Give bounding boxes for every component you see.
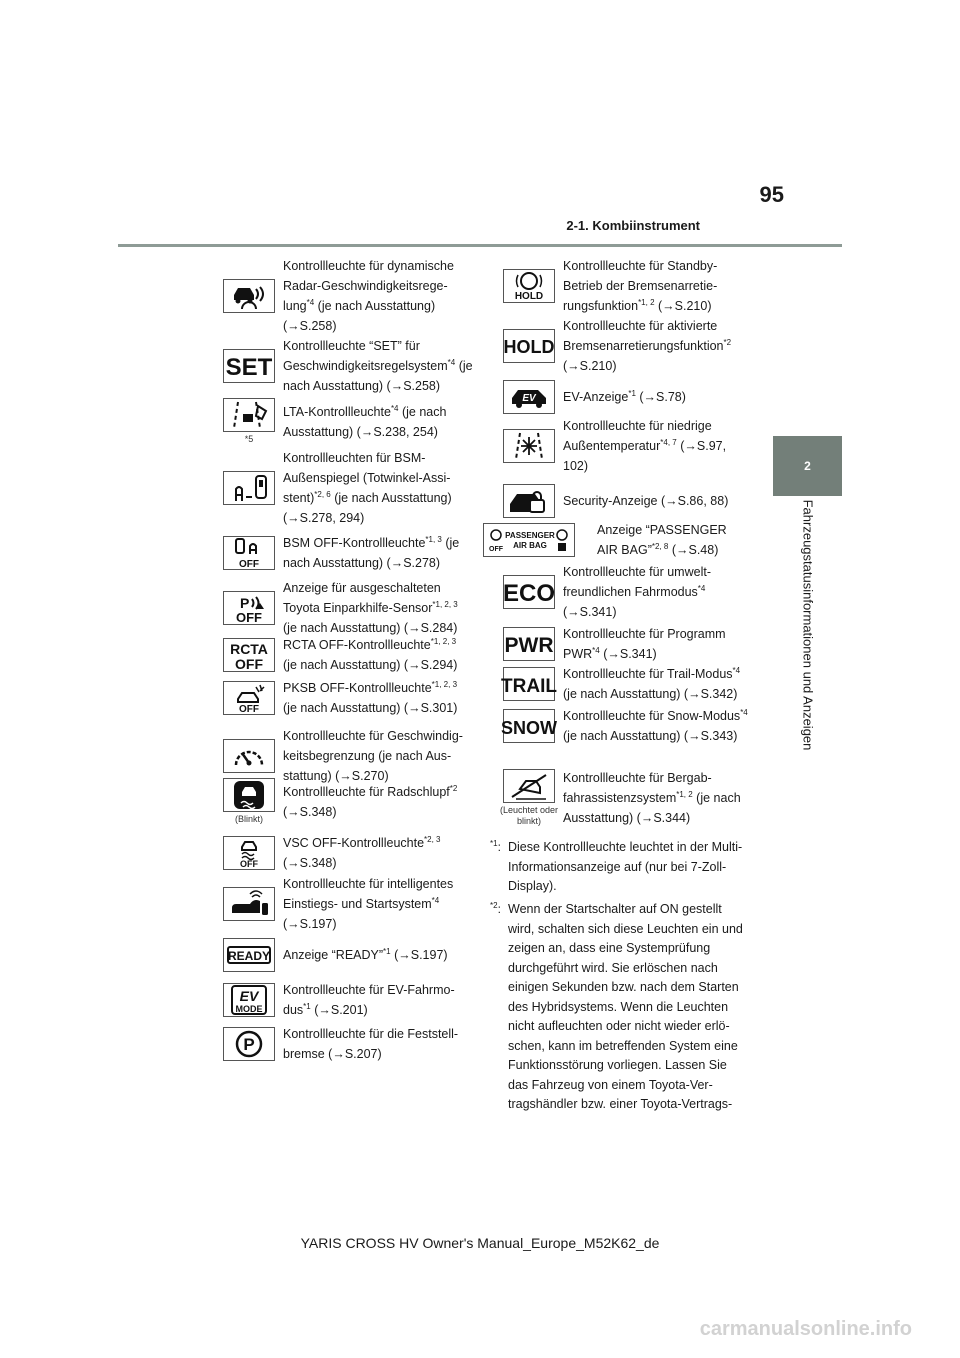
svg-text:OFF: OFF <box>240 859 258 869</box>
low-temp-icon <box>503 429 555 463</box>
radar-cruise-icon <box>223 279 275 313</box>
watermark[interactable]: carmanualsonline.info <box>699 1318 912 1340</box>
page-number: 95 <box>759 182 784 207</box>
set-text-icon <box>223 349 275 383</box>
indicator-entry <box>499 768 753 828</box>
passenger-airbag-icon <box>483 523 575 557</box>
svg-text:READY: READY <box>227 949 271 963</box>
header-rule <box>118 244 842 247</box>
svg-text:OFF: OFF <box>239 559 259 570</box>
indicator-description: RCTA OFF-Kontrollleuchte$^{*1, 2, 3}$ (je nach Ausstattung) (→S.294) <box>283 637 458 672</box>
indicator-description: LTA-Kontrollleuchte$^{*4}$ (je nach Ausstattung) (→S.238, 254) <box>283 403 447 439</box>
svg-text:EV: EV <box>522 393 536 404</box>
indicator-description: Anzeige für ausgeschalteten Toyota Einparkhilfe-Sensor$^{*1, 2, 3}$ (je nach Ausstattung) (→S.284) <box>283 581 458 635</box>
indicator-description: Kontrollleuchte für Snow-Modus$^{*4}$ (je nach Ausstattung) (→S.343) <box>563 708 748 743</box>
security-icon <box>503 484 555 518</box>
indicator-description: PKSB OFF-Kontrollleuchte$^{*1, 2, 3}$ (je nach Ausstattung) (→S.301) <box>283 680 458 715</box>
parking-brake-icon <box>223 1027 275 1061</box>
indicator-description: Kontrollleuchte für Programm PWR$^{*4}$ (→S.341) <box>563 627 726 661</box>
ready-icon <box>223 938 275 972</box>
indicator-entry <box>499 256 753 316</box>
hold-standby-icon <box>503 269 555 303</box>
svg-text:HOLD: HOLD <box>514 291 544 302</box>
downhill-assist-icon <box>503 769 555 803</box>
indicator-entry <box>219 833 473 873</box>
vsc-off-icon <box>223 836 275 870</box>
indicator-entry <box>499 706 753 746</box>
indicator-entry <box>219 448 473 528</box>
indicator-description: Anzeige “PASSENGER AIR BAG”$^{*2, 8}$ (→S.48) <box>597 523 727 557</box>
indicator-description: Kontrollleuchte für umwelt-freundlichen Fahrmodus$^{*4}$ (→S.341) <box>563 565 711 619</box>
slip-indicator-icon <box>223 778 275 812</box>
manual-title-footer: YARIS CROSS HV Owner's Manual_Europe_M52K62_de <box>300 1235 660 1251</box>
svg-text:PASSENGER: PASSENGER <box>505 531 555 540</box>
pksb-off-icon <box>223 681 275 715</box>
indicator-description: VSC OFF-Kontrollleuchte$^{*2, 3}$ (→S.348) <box>283 835 441 870</box>
indicator-entry <box>219 256 473 336</box>
svg-text:OFF: OFF <box>235 656 263 672</box>
indicator-description: Kontrollleuchten für BSM-Außenspiegel (Totwinkel-Assi-stent)$^{*2, 6}$ (je nach Ausstattung) (→S.278, 294) <box>283 451 452 525</box>
indicator-entry <box>219 678 473 718</box>
footnote-mark: $^{*1}$: <box>490 839 501 854</box>
indicator-description: Kontrollleuchte für aktivierte Bremsenarretierungsfunktion$^{*2}$ (→S.210) <box>563 319 732 373</box>
indicator-description: BSM OFF-Kontrollleuchte$^{*1, 3}$ (je nach Ausstattung) (→S.278) <box>283 535 460 570</box>
indicator-entry <box>219 398 473 445</box>
icon-note: *5 <box>244 434 254 444</box>
indicator-entry <box>499 316 753 376</box>
eco-icon <box>503 575 555 609</box>
indicator-description: Kontrollleuchte für Trail-Modus$^{*4}$ (je nach Ausstattung) (→S.342) <box>563 666 741 701</box>
svg-text:EV: EV <box>239 988 259 1004</box>
pwr-icon <box>503 627 555 661</box>
smart-entry-icon <box>223 887 275 921</box>
ev-mode-icon <box>223 983 275 1017</box>
section-title: 2-1. Kombiinstrument <box>566 218 700 233</box>
indicator-description: Kontrollleuchte “SET” für Geschwindigkeitsregelsystem$^{*4}$ (je nach Ausstattung) (→S.258) <box>283 339 473 393</box>
indicator-entry <box>499 484 753 518</box>
icon-note: (Leuchtet oder blinkt) <box>499 805 559 826</box>
svg-text:AIR BAG: AIR BAG <box>513 541 547 550</box>
indicator-entry <box>219 938 473 972</box>
indicator-entry <box>219 726 473 786</box>
indicator-description: Kontrollleuchte für intelligentes Einstiegs- und Startsystem$^{*4}$ (→S.197) <box>283 877 454 931</box>
indicator-entry <box>499 624 753 664</box>
svg-text:OFF: OFF <box>239 704 259 715</box>
hold-text-icon <box>503 329 555 363</box>
svg-text:ECO: ECO <box>502 580 556 607</box>
footnote-mark: $^{*2}$: <box>490 901 501 916</box>
lta-icon <box>223 398 275 432</box>
indicator-description: Kontrollleuchte für Bergab-fahrassistenzsystem$^{*1, 2}$ (je nach Ausstattung) (→S.344) <box>563 771 741 825</box>
indicator-description: Security-Anzeige (→S.86, 88) <box>563 494 729 508</box>
icon-note: (Blinkt) <box>234 814 263 824</box>
indicator-entry <box>219 1024 473 1064</box>
indicator-entry <box>499 562 753 622</box>
indicator-description: Kontrollleuchte für Standby-Betrieb der Bremsenarretie-rungsfunktion$^{*1, 2}$ (→S.210) <box>563 259 718 313</box>
svg-text:SET: SET <box>225 354 273 381</box>
svg-text:SNOW: SNOW <box>501 718 557 738</box>
indicator-entry <box>219 578 473 638</box>
indicator-entry <box>219 874 473 934</box>
indicator-entry <box>219 336 473 396</box>
indicator-description: Kontrollleuchte für die Feststell-bremse (→S.207) <box>283 1027 459 1061</box>
bsm-mirror-icon <box>223 471 275 505</box>
ev-indicator-icon <box>503 380 555 414</box>
indicator-entry <box>499 416 753 476</box>
indicator-entry <box>219 980 473 1020</box>
indicator-description: EV-Anzeige$^{*1}$ (→S.78) <box>563 389 686 404</box>
indicator-entry <box>219 778 473 825</box>
footnote <box>490 838 750 897</box>
svg-text:MODE: MODE <box>235 1004 263 1014</box>
speed-limiter-icon <box>223 739 275 773</box>
indicator-description: Kontrollleuchte für Radschlupf$^{*2}$ (→S.348) <box>283 783 458 819</box>
indicator-entry <box>219 635 473 675</box>
parking-sensor-off-icon <box>223 591 275 625</box>
indicator-description: Kontrollleuchte für niedrige Außentemperatur$^{*4, 7}$ (→S.97, 102) <box>563 419 727 473</box>
svg-text:RCTA: RCTA <box>230 641 268 657</box>
trail-icon <box>503 667 555 701</box>
svg-text:PWR: PWR <box>504 634 554 657</box>
svg-text:OFF: OFF <box>236 610 262 625</box>
indicator-description: Kontrollleuchte für dynamische Radar-Geschwindigkeitsrege-lung$^{*4}$ (je nach Ausstattung) (→S.258) <box>283 259 454 333</box>
rcta-off-icon <box>223 638 275 672</box>
footnote-text: Wenn der Startschalter auf ON gestellt wird, schalten sich diese Leuchten ein und zeigen an, dass eine Systemprüfung durchgeführt wird. Sie erlöschen nach einigen Sekunden bzw. nach dem Starten des Hybridsystems. Wenn die Leuchten nicht aufleuchten oder nicht wieder erlö-schen, kann im betreffenden System eine Funktionsstörung vorliegen. Lassen Sie das Fahrzeug von einem Toyota-Ver-tragshändler bzw. einer Toyota-Vertrags- <box>508 902 743 1111</box>
indicator-description: Anzeige “READY”$^{*1}$ (→S.197) <box>283 947 448 962</box>
svg-text:P: P <box>243 1035 255 1054</box>
footnote-text: Diese Kontrollleuchte leuchtet in der Multi-Informationsanzeige auf (nur bei 7-Zoll-Display). <box>508 840 743 893</box>
chapter-title: Fahrzeugstatusinformationen und Anzeigen <box>800 499 816 751</box>
indicator-entry <box>499 664 753 704</box>
footnote <box>490 900 750 1115</box>
svg-text:OFF: OFF <box>489 546 503 553</box>
svg-text:HOLD: HOLD <box>503 337 555 357</box>
indicator-description: Kontrollleuchte für EV-Fahrmo-dus$^{*1}$ (→S.201) <box>283 983 455 1017</box>
indicator-entry <box>489 520 747 560</box>
snow-icon <box>503 709 555 743</box>
indicator-entry <box>219 533 473 573</box>
bsm-off-icon <box>223 536 275 570</box>
indicator-entry <box>499 380 753 414</box>
indicator-description: Kontrollleuchte für Geschwindig-keitsbegrenzung (je nach Aus-stattung) (→S.270) <box>283 729 463 783</box>
chapter-tab[interactable]: 2 <box>773 436 842 496</box>
svg-text:P: P <box>240 595 250 611</box>
svg-text:TRAIL: TRAIL <box>501 676 557 697</box>
